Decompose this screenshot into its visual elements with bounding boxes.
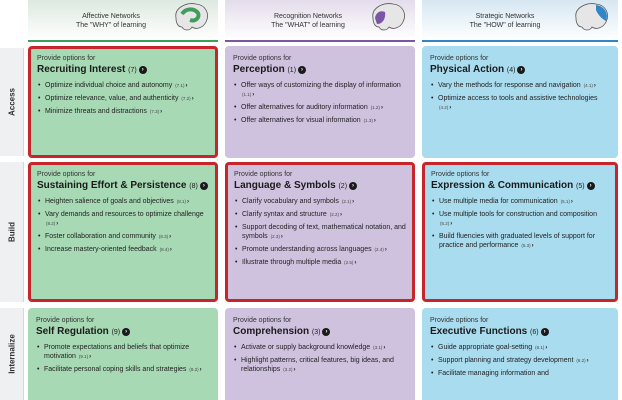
checkpoint-number: (1.2) <box>370 105 380 110</box>
checkpoint-number: (7.3) <box>149 109 160 114</box>
checkpoint-item[interactable] <box>37 81 210 91</box>
checkpoint-item[interactable] <box>234 223 407 242</box>
checkpoint-list <box>233 343 407 375</box>
guideline-number: (7) <box>128 67 137 74</box>
checkpoint-number: (8.2) <box>46 221 56 226</box>
chevron-right-icon: › <box>340 212 343 218</box>
guideline-number: (3) <box>311 329 321 336</box>
chevron-right-icon: › <box>252 92 255 98</box>
checkpoint-number: (8.4) <box>159 247 169 252</box>
checkpoint-item[interactable] <box>431 232 610 251</box>
checkpoint-item[interactable] <box>233 81 407 100</box>
checkpoint-text: Foster collaboration and community <box>45 233 156 240</box>
checkpoint-number: (3.2) <box>283 367 293 372</box>
checkpoint-list <box>430 81 610 113</box>
checkpoint-text: Clarify vocabulary and symbols <box>242 198 339 205</box>
row-label-access: Access <box>0 48 24 156</box>
checkpoint-item[interactable] <box>431 197 610 207</box>
chevron-right-icon: › <box>373 118 376 124</box>
arrow-circle-right-icon[interactable]: › <box>200 182 208 190</box>
checkpoint-text: Promote expectations and beliefs that optimize motivation <box>44 344 190 360</box>
recognition-network-header <box>225 0 415 42</box>
checkpoint-number: (5.1) <box>560 199 570 204</box>
card-prefix: Provide options for <box>430 317 489 324</box>
checkpoint-item[interactable] <box>233 116 407 126</box>
checkpoint-item[interactable] <box>234 258 407 268</box>
checkpoint-number: (2.2) <box>329 212 340 217</box>
guideline-title: Physical Action <box>430 64 505 75</box>
guideline-card-sustaining-effort-and-persistence <box>28 162 218 302</box>
guideline-title-link[interactable] <box>234 179 407 193</box>
chevron-right-icon: › <box>531 243 534 249</box>
guideline-title-link[interactable] <box>430 325 610 339</box>
checkpoint-list <box>234 197 407 268</box>
checkpoint-text: Heighten salience of goals and objectives <box>45 198 174 205</box>
checkpoint-text: Facilitate managing information and <box>438 370 549 377</box>
checkpoint-list <box>36 343 210 375</box>
card-prefix: Provide options for <box>431 171 490 178</box>
affective-network-header <box>28 0 218 42</box>
guideline-card-comprehension <box>225 308 415 400</box>
card-prefix: Provide options for <box>36 317 95 324</box>
recognition-network-label: Recognition Networks The "WHAT" of learning <box>271 13 345 29</box>
row-label-internalize: Internalize <box>0 308 24 400</box>
checkpoint-item[interactable] <box>430 369 610 378</box>
checkpoint-text: Vary the methods for response and navigation <box>438 82 581 89</box>
checkpoint-text: Guide appropriate goal-setting <box>438 344 533 351</box>
chevron-right-icon: › <box>352 199 355 205</box>
checkpoint-item[interactable] <box>234 210 407 220</box>
arrow-circle-right-icon[interactable]: › <box>517 66 525 74</box>
chevron-right-icon: › <box>293 367 296 373</box>
checkpoint-number: (1.1) <box>242 92 252 97</box>
checkpoint-text: Illustrate through multiple media <box>242 259 342 266</box>
checkpoint-number: (9.1) <box>78 354 89 359</box>
chevron-right-icon: › <box>185 83 188 89</box>
chevron-right-icon: › <box>570 199 573 205</box>
chevron-right-icon: › <box>169 234 172 240</box>
checkpoint-list <box>233 81 407 126</box>
guideline-card-perception <box>225 46 415 158</box>
checkpoint-text: Optimize access to tools and assistive technologies <box>438 95 598 102</box>
checkpoint-number: (2.3) <box>270 234 280 239</box>
checkpoint-item[interactable] <box>430 356 610 366</box>
chevron-right-icon: › <box>160 109 163 115</box>
guideline-title: Expression & Communication <box>431 180 574 191</box>
checkpoint-text: Facilitate personal coping skills and strategies <box>44 366 187 373</box>
card-prefix: Provide options for <box>37 55 96 62</box>
checkpoint-number: (6.2) <box>576 358 586 363</box>
checkpoint-list <box>37 81 210 117</box>
guideline-title-link[interactable] <box>37 63 210 77</box>
card-prefix: Provide options for <box>430 55 489 62</box>
checkpoint-text: Optimize relevance, value, and authenticity <box>45 95 179 102</box>
guideline-number: (4) <box>506 67 516 74</box>
checkpoint-number: (2.5) <box>344 260 354 265</box>
checkpoint-text: Minimize threats and distractions <box>45 108 147 115</box>
chevron-right-icon: › <box>593 83 596 89</box>
checkpoint-text: Optimize individual choice and autonomy <box>45 82 173 89</box>
strategic-network-header <box>422 0 618 42</box>
guideline-title-link[interactable] <box>430 63 610 77</box>
checkpoint-text: Increase mastery-oriented feedback <box>45 246 157 253</box>
row-label-build: Build <box>0 162 24 302</box>
chevron-right-icon: › <box>354 260 357 266</box>
chevron-right-icon: › <box>56 221 59 227</box>
card-prefix: Provide options for <box>234 171 293 178</box>
guideline-title-link[interactable] <box>233 63 407 77</box>
checkpoint-list <box>37 197 210 255</box>
chevron-right-icon: › <box>586 358 589 364</box>
guideline-title: Sustaining Effort & Persistence <box>37 180 187 191</box>
chevron-right-icon: › <box>383 345 386 351</box>
card-prefix: Provide options for <box>233 55 292 62</box>
guideline-number: (9) <box>111 329 121 336</box>
checkpoint-item[interactable] <box>36 365 210 375</box>
checkpoint-item[interactable] <box>37 245 210 255</box>
checkpoint-number: (7.2) <box>181 96 191 101</box>
checkpoint-text: Offer ways of customizing the display of information <box>241 82 401 89</box>
guideline-title: Self Regulation <box>36 326 109 337</box>
guideline-number: (2) <box>338 183 348 190</box>
card-prefix: Provide options for <box>37 171 96 178</box>
checkpoint-item[interactable] <box>37 94 210 104</box>
chevron-right-icon: › <box>169 247 172 253</box>
chevron-right-icon: › <box>191 96 194 102</box>
checkpoint-item[interactable] <box>430 94 610 113</box>
checkpoint-text: Offer alternatives for visual information <box>241 117 361 124</box>
chevron-right-icon: › <box>187 199 190 205</box>
guideline-number: (1) <box>287 67 297 74</box>
arrow-circle-right-icon[interactable]: › <box>139 66 147 74</box>
checkpoint-number: (9.2) <box>189 367 199 372</box>
checkpoint-item[interactable] <box>37 232 210 242</box>
brain-icon <box>367 0 409 34</box>
guideline-title-link[interactable] <box>36 325 210 339</box>
guideline-title-link[interactable] <box>37 179 210 193</box>
checkpoint-item[interactable] <box>37 107 210 117</box>
guideline-title-link[interactable] <box>431 179 610 193</box>
chevron-right-icon: › <box>89 354 92 360</box>
checkpoint-text: Use multiple tools for construction and composition <box>439 211 597 218</box>
arrow-circle-right-icon[interactable]: › <box>587 182 595 190</box>
checkpoint-text: Vary demands and resources to optimize challenge <box>45 211 204 218</box>
checkpoint-text: Build fluencies with graduated levels of support for practice and performance <box>439 233 596 249</box>
checkpoint-number: (8.3) <box>158 234 169 239</box>
brain-icon <box>170 0 212 34</box>
checkpoint-number: (2.4) <box>374 247 384 252</box>
checkpoint-number: (3.1) <box>373 345 383 350</box>
guideline-number: (5) <box>576 183 585 190</box>
guideline-card-recruiting-interest <box>28 46 218 158</box>
strategic-network-label: Strategic Networks The "HOW" of learning <box>469 13 541 29</box>
chevron-right-icon: › <box>280 234 283 240</box>
guideline-number: (8) <box>189 183 198 190</box>
checkpoint-number: (4.2) <box>439 105 449 110</box>
guideline-number: (6) <box>530 329 539 336</box>
arrow-circle-right-icon[interactable]: › <box>298 66 306 74</box>
checkpoint-item[interactable] <box>37 210 210 229</box>
guideline-card-self-regulation <box>28 308 218 400</box>
checkpoint-number: (1.3) <box>363 118 373 123</box>
checkpoint-text: Highlight patterns, critical features, big ideas, and relationships <box>241 357 394 373</box>
checkpoint-text: Use multiple media for communication <box>439 198 558 205</box>
checkpoint-text: Support planning and strategy development <box>438 357 574 364</box>
guideline-title: Recruiting Interest <box>37 64 126 75</box>
checkpoint-number: (6.1) <box>535 345 545 350</box>
guideline-card-executive-functions <box>422 308 618 400</box>
chevron-right-icon: › <box>199 367 202 373</box>
arrow-circle-right-icon[interactable]: › <box>349 182 357 190</box>
checkpoint-item[interactable] <box>233 103 407 113</box>
checkpoint-item[interactable] <box>37 197 210 207</box>
guideline-title: Language & Symbols <box>234 180 336 191</box>
checkpoint-text: Offer alternatives for auditory information <box>241 104 368 111</box>
checkpoint-item[interactable] <box>234 245 407 255</box>
arrow-circle-right-icon[interactable]: › <box>322 328 330 336</box>
chevron-right-icon: › <box>380 105 383 111</box>
checkpoint-number: (4.1) <box>583 83 593 88</box>
checkpoint-list <box>430 343 610 378</box>
guideline-card-language-and-symbols <box>225 162 415 302</box>
card-prefix: Provide options for <box>233 317 292 324</box>
checkpoint-number: (7.1) <box>175 83 185 88</box>
checkpoint-text: Support decoding of text, mathematical notation, and symbols <box>242 224 406 240</box>
chevron-right-icon: › <box>449 105 452 111</box>
guideline-card-physical-action <box>422 46 618 158</box>
checkpoint-item[interactable] <box>430 81 610 91</box>
guideline-title: Comprehension <box>233 326 310 337</box>
arrow-circle-right-icon[interactable]: › <box>541 328 549 336</box>
checkpoint-item[interactable] <box>234 197 407 207</box>
arrow-circle-right-icon[interactable]: › <box>122 328 130 336</box>
checkpoint-number: (5.2) <box>440 221 450 226</box>
checkpoint-item[interactable] <box>430 343 610 353</box>
guideline-title: Perception <box>233 64 285 75</box>
checkpoint-number: (8.1) <box>176 199 187 204</box>
brain-icon <box>570 0 612 34</box>
affective-network-label: Affective Networks The "WHY" of learning <box>76 13 146 29</box>
checkpoint-number: (5.3) <box>521 243 531 248</box>
guideline-card-expression-and-communication <box>422 162 618 302</box>
checkpoint-item[interactable] <box>36 343 210 362</box>
checkpoint-text: Activate or supply background knowledge <box>241 344 371 351</box>
chevron-right-icon: › <box>450 221 453 227</box>
checkpoint-text: Promote understanding across languages <box>242 246 372 253</box>
checkpoint-item[interactable] <box>233 343 407 353</box>
checkpoint-list <box>431 197 610 251</box>
checkpoint-number: (2.1) <box>341 199 352 204</box>
chevron-right-icon: › <box>384 247 387 253</box>
chevron-right-icon: › <box>545 345 548 351</box>
guideline-title: Executive Functions <box>430 326 528 337</box>
checkpoint-item[interactable] <box>431 210 610 229</box>
guideline-title-link[interactable] <box>233 325 407 339</box>
checkpoint-item[interactable] <box>233 356 407 375</box>
checkpoint-text: Clarify syntax and structure <box>242 211 327 218</box>
